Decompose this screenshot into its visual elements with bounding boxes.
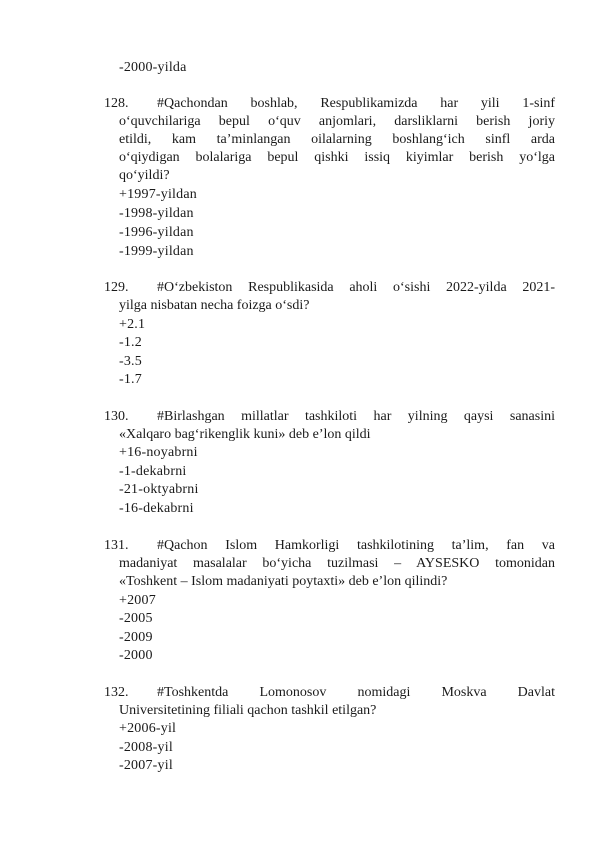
question-text-line: yilga nisbatan necha foizga o‘sdi?: [119, 298, 310, 313]
answer-option: +2006-yil: [119, 721, 177, 736]
answer-option: +1997-yildan: [119, 187, 197, 202]
question-text-line: #Toshkentda Lomonosov nomidagi Moskva Davlat: [157, 685, 555, 700]
answer-option: -2009: [119, 630, 153, 645]
question-text-line: o‘qiydigan bolalariga bepul qishki issiq kiyimlar berish yo‘lga: [119, 150, 555, 165]
question-text-line: #Qachon Islom Hamkorligi tashkilotining ta’lim, fan va: [157, 538, 555, 553]
answer-option: -1.2: [119, 335, 142, 350]
answer-option: -1999-yildan: [119, 244, 194, 259]
question-text-line: #Birlashgan millatlar tashkiloti har yilning qaysi sanasini: [157, 409, 555, 424]
question-text-line: #O‘zbekiston Respublikasida aholi o‘sishi 2022-yilda 2021-: [157, 280, 555, 295]
answer-option: +2.1: [119, 317, 146, 332]
answer-option: +16-noyabrni: [119, 445, 198, 460]
question-text-line: o‘quvchilariga bepul o‘quv anjomlari, darsliklarni berish joriy: [119, 114, 555, 129]
question-text-line: etildi, kam ta’minlangan oilalarning boshlang‘ich sinfl arda: [119, 132, 555, 147]
answer-option: -2007-yil: [119, 758, 173, 773]
question-number: 130.: [104, 409, 129, 424]
question-text-line: «Xalqaro bag‘rikenglik kuni» deb e’lon qildi: [119, 427, 371, 442]
question-text-line: Universitetining filiali qachon tashkil etilgan?: [119, 703, 377, 718]
question-text-line: madaniyat masalalar bo‘yicha tuzilmasi – AYSESKO tomonidan: [119, 556, 555, 571]
answer-option: -2000: [119, 648, 153, 663]
answer-option: -16-dekabrni: [119, 501, 194, 516]
question-text-line: qo‘yildi?: [119, 168, 170, 183]
question-number: 132.: [104, 685, 129, 700]
answer-option: -21-oktyabrni: [119, 482, 199, 497]
question-number: 128.: [104, 96, 129, 111]
answer-option: -2000-yilda: [119, 60, 187, 75]
answer-option: +2007: [119, 593, 156, 608]
answer-option: -2008-yil: [119, 740, 173, 755]
question-text-line: #Qachondan boshlab, Respublikamizda har yili 1-sinf: [157, 96, 555, 111]
answer-option: -3.5: [119, 354, 142, 369]
answer-option: -1998-yildan: [119, 206, 194, 221]
answer-option: -1-dekabrni: [119, 464, 187, 479]
answer-option: -2005: [119, 611, 153, 626]
question-text-line: «Toshkent – Islom madaniyati poytaxti» deb e’lon qilindi?: [119, 574, 448, 589]
question-number: 129.: [104, 280, 129, 295]
answer-option: -1.7: [119, 372, 142, 387]
question-number: 131.: [104, 538, 129, 553]
answer-option: -1996-yildan: [119, 225, 194, 240]
